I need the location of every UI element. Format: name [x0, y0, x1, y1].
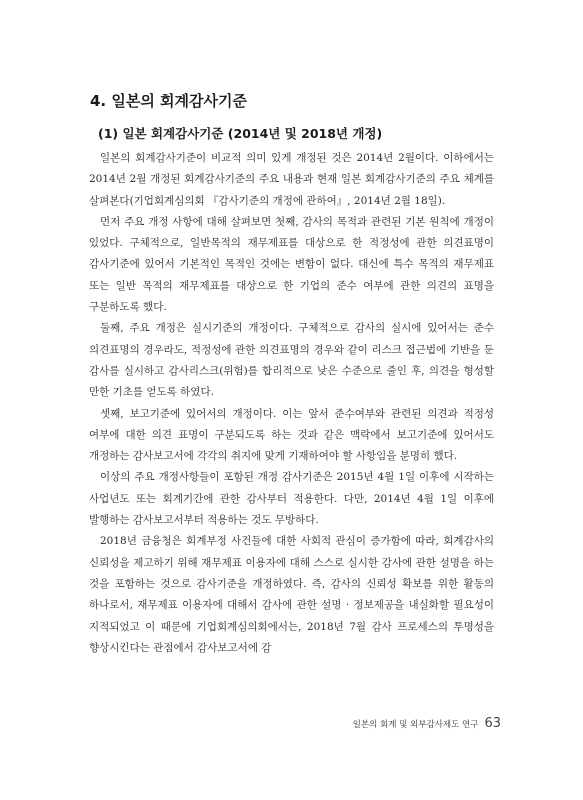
- page-number: 63: [484, 716, 501, 731]
- running-title: 일본의 회계 및 외부감사제도 연구: [352, 720, 479, 730]
- paragraph: 먼저 주요 개정 사항에 대해 살펴보면 첫째, 감사의 목적과 관련된 기본 원칙에 개정이 있었다. 구체적으로, 일반목적의 재무제표를 대상으로 한 적정성에 관한 의견표명이 감사기준에 있어서 기본적인 목적인 것에는 변함이 없다. 대신에 특수 목적의 재무제표 또는 일반 목적의 재무제표를 대상으로 한 기업의 준수 여부에 관한 의견의 표명을 구분하도록 했다.: [89, 215, 494, 314]
- section-heading: 4. 일본의 회계감사기준: [90, 92, 247, 110]
- paragraph: 셋째, 보고기준에 있어서의 개정이다. 이는 앞서 준수여부와 관련된 의견과 적정성 여부에 대한 의견 표명이 구분되도록 하는 것과 같은 맥락에서 보고기준에 있어서도 개정하는 감사보고서에 각각의 취지에 맞게 기재하여야 할 사항임을 분명히 했다.: [89, 407, 494, 463]
- subsection-heading: (1) 일본 회계감사기준 (2014년 및 2018년 개정): [98, 126, 383, 141]
- paragraph: 2018년 금융청은 회계부정 사건들에 대한 사회적 관심이 증가함에 따라, 회계감사의 신뢰성을 제고하기 위해 재무제표 이용자에 대해 스스로 실시한 감사에 관한 설명을 하는 것을 포함하는 것으로 감사기준을 개정하였다. 즉, 감사의 신뢰성 확보를 위한 활동의 하나로서, 재무제표 이용자에 대해서 감사에 관한 설명 · 정보제공을 내실화할 필요성이 지적되었고 이 때문에 기업회계심의회에서는, 2018년 7월 감사 프로세스의 투명성을 향상시킨다는 관점에서 감사보고서에 감: [89, 535, 494, 654]
- paragraph: 둘째, 주요 개정은 실시기준의 개정이다. 구체적으로 감사의 실시에 있어서는 준수 의견표명의 경우라도, 적정성에 관한 의견표명의 경우와 같이 리스크 접근법에 기반을 둔 감사를 실시하고 감사리스크(위험)를 합리적으로 낮은 수준으로 줄인 후, 의견을 형성할 만한 기초를 얻도록 하였다.: [89, 322, 494, 399]
- paragraph: 이상의 주요 개정사항들이 포함된 개정 감사기준은 2015년 4월 1일 이후에 시작하는 사업년도 또는 회계기간에 관한 감사부터 적용한다. 다만, 2014년 4월 1일 이후에 발행하는 감사보고서부터 적용하는 것도 무방하다.: [89, 471, 494, 527]
- body-text: [89, 148, 494, 659]
- page-footer: [353, 716, 501, 731]
- paragraph: 일본의 회계감사기준이 비교적 의미 있게 개정된 것은 2014년 2월이다. 이하에서는 2014년 2월 개정된 회계감사기준의 주요 내용과 현재 일본 회계감사기준의 주요 체계를 살펴본다(기업회계심의회 『감사기준의 개정에 관하여』, 2014년 2월 18일).: [89, 152, 494, 207]
